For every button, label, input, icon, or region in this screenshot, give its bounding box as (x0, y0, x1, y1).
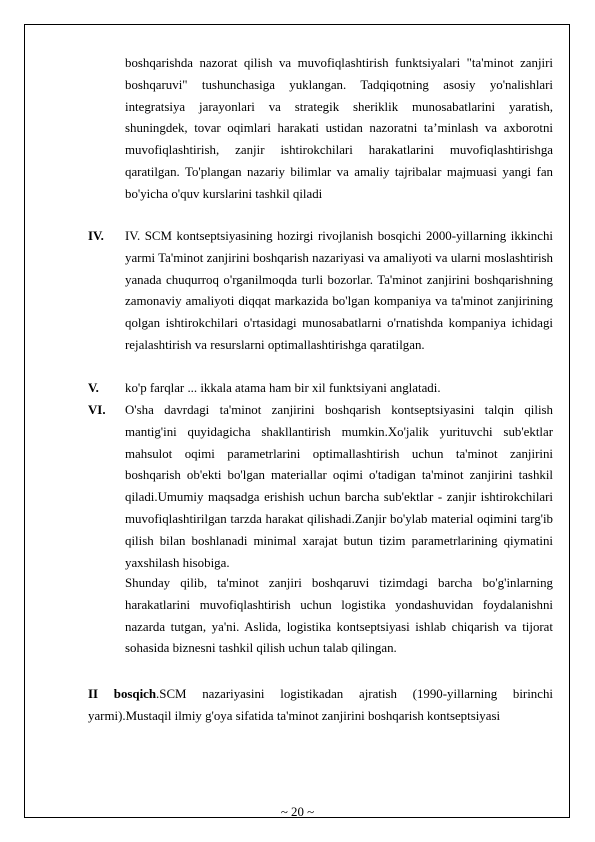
list-marker-vi: VI. (88, 403, 106, 417)
paragraph-shunday: Shunday qilib, ta'minot zanjiri boshqaruvi tizimdagi barcha bo'g'inlarning harakatlarini muvofiqlashtirish uchun logistika yondashuvidan foydalanishni nazarda tutgan, ya'ni. Aslida, logistika kontseptsiyasi ishlab chiqarish va tijorat sohasida biznesni tashkil qilish uchun talab qilingan. (125, 576, 553, 656)
paragraph-stage-ii (88, 684, 553, 728)
paragraph-vi: O'sha davrdagi ta'minot zanjirini boshqarish kontseptsiyasini talqin qilish mantig'ini quyidagicha shakllantirish mumkin.Xo'jalik yurituvchi sub'ektlar mahsulot oqimi parametrlarini optimallashtirish uchun ta'minot zanjirini boshqarish ob'ekti bo'lgan materiallar oqimi o'tadigan ta'minot zanjirini tashkil qiladi.Umumiy maqsadga erishish uchun barcha sub'ektlar - zanjir ishtirokchilari muvofiqlashtirilgan tarzda harakat qilishadi.Zanjir bo'ylab material oqimini targ'ib qilish bilan boshlanadi minimal xarajat butun tizim parametrlarining qiymatini yaxshilash hisobiga. (125, 403, 553, 570)
page-number: ~ 20 ~ (280, 805, 315, 819)
list-marker-v: V. (88, 381, 99, 395)
paragraph-iv: IV. SCM kontseptsiyasining hozirgi rivojlanish bosqichi 2000-yillarning ikkinchi yarmi Ta'minot zanjirini boshqarish nazariyasi va amaliyoti va ularni moslashtirish yanada chuqurroq o'rganilmoqda turli bozorlar. Ta'minot zanjirini boshqarishning zamonaviy amaliyoti diqqat markazida bo'lgan kompaniya va ta'minot zanjirining qolgan ishtirokchilari o'rtasidagi munosabatlarni o'rnatishda kompaniya ichidagi rejalashtirish va resurslarni optimallashtirishga qaratilgan. (125, 229, 553, 352)
paragraph-v: ko'p farqlar ... ikkala atama ham bir xil funktsiyani anglatadi. (125, 381, 441, 395)
stage-ii-heading: II bosqich (88, 687, 157, 701)
paragraph-continuation: boshqarishda nazorat qilish va muvofiqlashtirish funktsiyalari "ta'minot zanjiri boshqaruvi" tushunchasiga yuklangan. Tadqiqotning asosiy yo'nalishlari integratsiya jarayonlari va strategik sheriklik munosabatlarini yaratish, shuningdek, tovar oqimlari harakati ustidan nazoratni ta’minlash va axborotni muvofiqlashtirish, zanjir ishtirokchilari harakatlarini muvofiqlashtirishga qaratilgan. To'plangan nazariy bilimlar va amaliy tajribalar majmuasi yangi fan bo'yicha o'quv kurslarini tashkil qiladi (125, 56, 553, 201)
stage-ii-text: .SCM nazariyasini logistikadan ajratish (1990-yillarning birinchi yarmi).Mustaqil ilmiy g'oya sifatida ta'minot zanjirini boshqarish kontseptsiyasi (88, 687, 553, 723)
list-marker-iv: IV. (88, 229, 104, 243)
